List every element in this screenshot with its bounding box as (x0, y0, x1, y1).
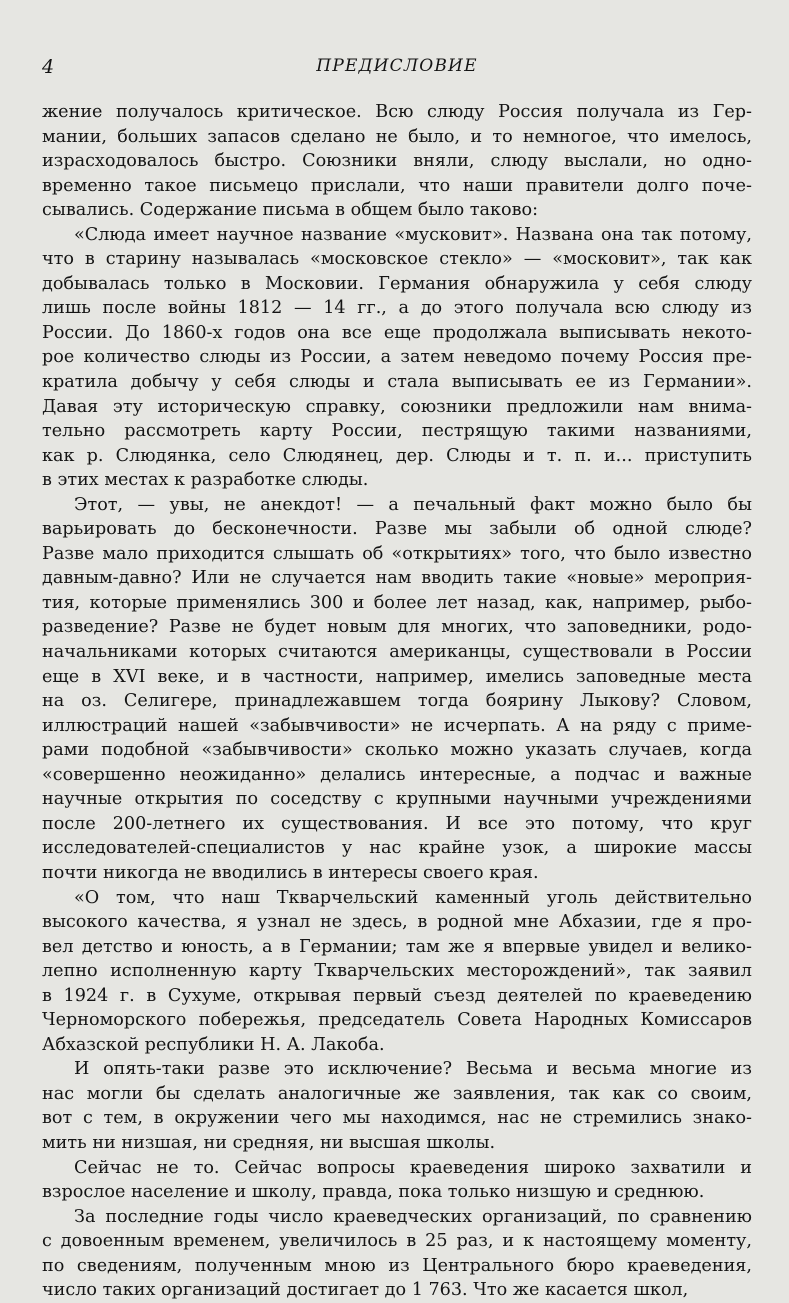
text-line: «совершенно неожиданно» делались интересные, а подчас и важные (42, 764, 752, 785)
text-line: по сведениям, полученным мною из Центрального бюро краеведения, (42, 1255, 752, 1276)
text-line: давным-давно? Или не случается нам вводить такие «новые» мероприя- (42, 568, 752, 589)
text-line: рами подобной «забывчивости» сколько можно указать случаев, когда (42, 740, 752, 761)
text-line: после 200-летнего их существования. И все это потому, что круг (42, 813, 752, 834)
text-line: сывались. Содержание письма в общем было таково: (42, 200, 539, 221)
text-line: «О том, что наш Ткварчельский каменный уголь действительно (74, 887, 752, 908)
body-text (42, 100, 752, 1303)
paragraph (42, 1205, 752, 1303)
text-line: Черноморского побережья, председатель Совета Народных Комиссаров (42, 1010, 752, 1031)
text-line: Абхазской республики Н. А. Лакоба. (42, 1034, 385, 1055)
text-line: еще в XVI веке, и в частности, например, имелись заповедные места (42, 666, 752, 687)
text-line: лишь после войны 1812 — 14 гг., а до этого получала всю слюду из (42, 298, 752, 319)
text-line: рое количество слюды из России, а затем неведомо почему Россия пре- (42, 347, 752, 368)
text-line: добывалась только в Московии. Германия обнаружила у себя слюду (42, 273, 752, 294)
running-head: ПРЕДИСЛОВИЕ (316, 56, 478, 76)
text-line: мить ни низшая, ни средняя, ни высшая школы. (42, 1132, 496, 1153)
text-line: что в старину называлась «московское стекло» — «московит», так как (42, 249, 752, 270)
text-line: вот с тем, в окружении чего мы находимся, нас не стремились знако- (42, 1108, 752, 1129)
text-line: как р. Слюдянка, село Слюдянец, дер. Слюды и т. п. и... приступить (42, 445, 752, 466)
paragraph (42, 223, 752, 493)
text-line: взрослое население и школу, правда, пока только низшую и среднюю. (42, 1182, 705, 1203)
paragraph (42, 493, 752, 886)
page-header (42, 56, 752, 86)
text-line: Этот, — увы, не анекдот! — а печальный факт можно было бы (74, 494, 752, 515)
text-line: с довоенным временем, увеличилось в 25 раз, и к настоящему моменту, (42, 1231, 752, 1252)
text-line: варьировать до бесконечности. Разве мы забыли об одной слюде? (42, 519, 752, 540)
paragraph (42, 886, 752, 1058)
text-line: тельно рассмотреть карту России, пестрящую такими названиями, (42, 421, 752, 442)
paragraph (42, 1057, 752, 1155)
text-line: в этих местах к разработке слюды. (42, 470, 369, 491)
text-line: Разве мало приходится слышать об «открытиях» того, что было известно (42, 543, 752, 564)
text-line: начальниками которых считаются американцы, существовали в России (42, 642, 752, 663)
text-line: И опять-таки разве это исключение? Весьма и весьма многие из (74, 1059, 752, 1080)
text-line: высокого качества, я узнал не здесь, в родной мне Абхазии, где я про- (42, 912, 752, 933)
text-line: исследователей-специалистов у нас крайне узок, а широкие массы (42, 838, 752, 859)
text-line: в 1924 г. в Сухуме, открывая первый съезд деятелей по краеведению (42, 985, 752, 1006)
text-line: лепно исполненную карту Ткварчельских месторождений», так заявил (42, 961, 752, 982)
text-line: Давая эту историческую справку, союзники предложили нам внима- (42, 396, 752, 417)
text-line: Сейчас не то. Сейчас вопросы краеведения широко захватили и (74, 1157, 752, 1178)
text-line: кратила добычу у себя слюды и стала выписывать ее из Германии». (42, 372, 752, 393)
text-line: жение получалось критическое. Всю слюду Россия получала из Гер- (42, 102, 752, 122)
text-line: израсходовалось быстро. Союзники вняли, слюду выслали, но одно- (42, 151, 752, 172)
text-line: мании, больших запасов сделано не было, и то немногое, что имелось, (42, 126, 752, 147)
text-line: научные открытия по соседству с крупными научными учреждениями (42, 789, 752, 810)
text-line: на оз. Селигере, принадлежавшем тогда боярину Лыкову? Словом, (42, 691, 752, 712)
text-line: временно такое письмецо прислали, что наши правители долго поче- (42, 175, 752, 196)
text-line: разведение? Разве не будет новым для многих, что заповедники, родо- (42, 617, 752, 638)
text-line: нас могли бы сделать аналогичные же заявления, так как со своим, (42, 1083, 752, 1104)
paragraph (42, 1156, 752, 1205)
text-line: вел детство и юность, а в Германии; там же я впервые увидел и велико- (42, 936, 752, 957)
page-number: 4 (42, 56, 55, 78)
text-line: почти никогда не вводились в интересы своего края. (42, 862, 539, 883)
text-line: тия, которые применялись 300 и более лет назад, как, например, рыбо- (42, 592, 752, 613)
text-line: число таких организаций достигает до 1 763. Что же касается школ, (42, 1280, 689, 1301)
text-line: России. До 1860-х годов она все еще продолжала выписывать некото- (42, 322, 752, 343)
text-line: За последние годы число краеведческих организаций, по сравнению (74, 1206, 752, 1227)
text-line: иллюстраций нашей «забывчивости» не исчерпать. А на ряду с приме- (42, 715, 752, 736)
text-line: «Слюда имеет научное название «мусковит». Названа она так потому, (74, 224, 752, 245)
paragraph (42, 100, 752, 223)
